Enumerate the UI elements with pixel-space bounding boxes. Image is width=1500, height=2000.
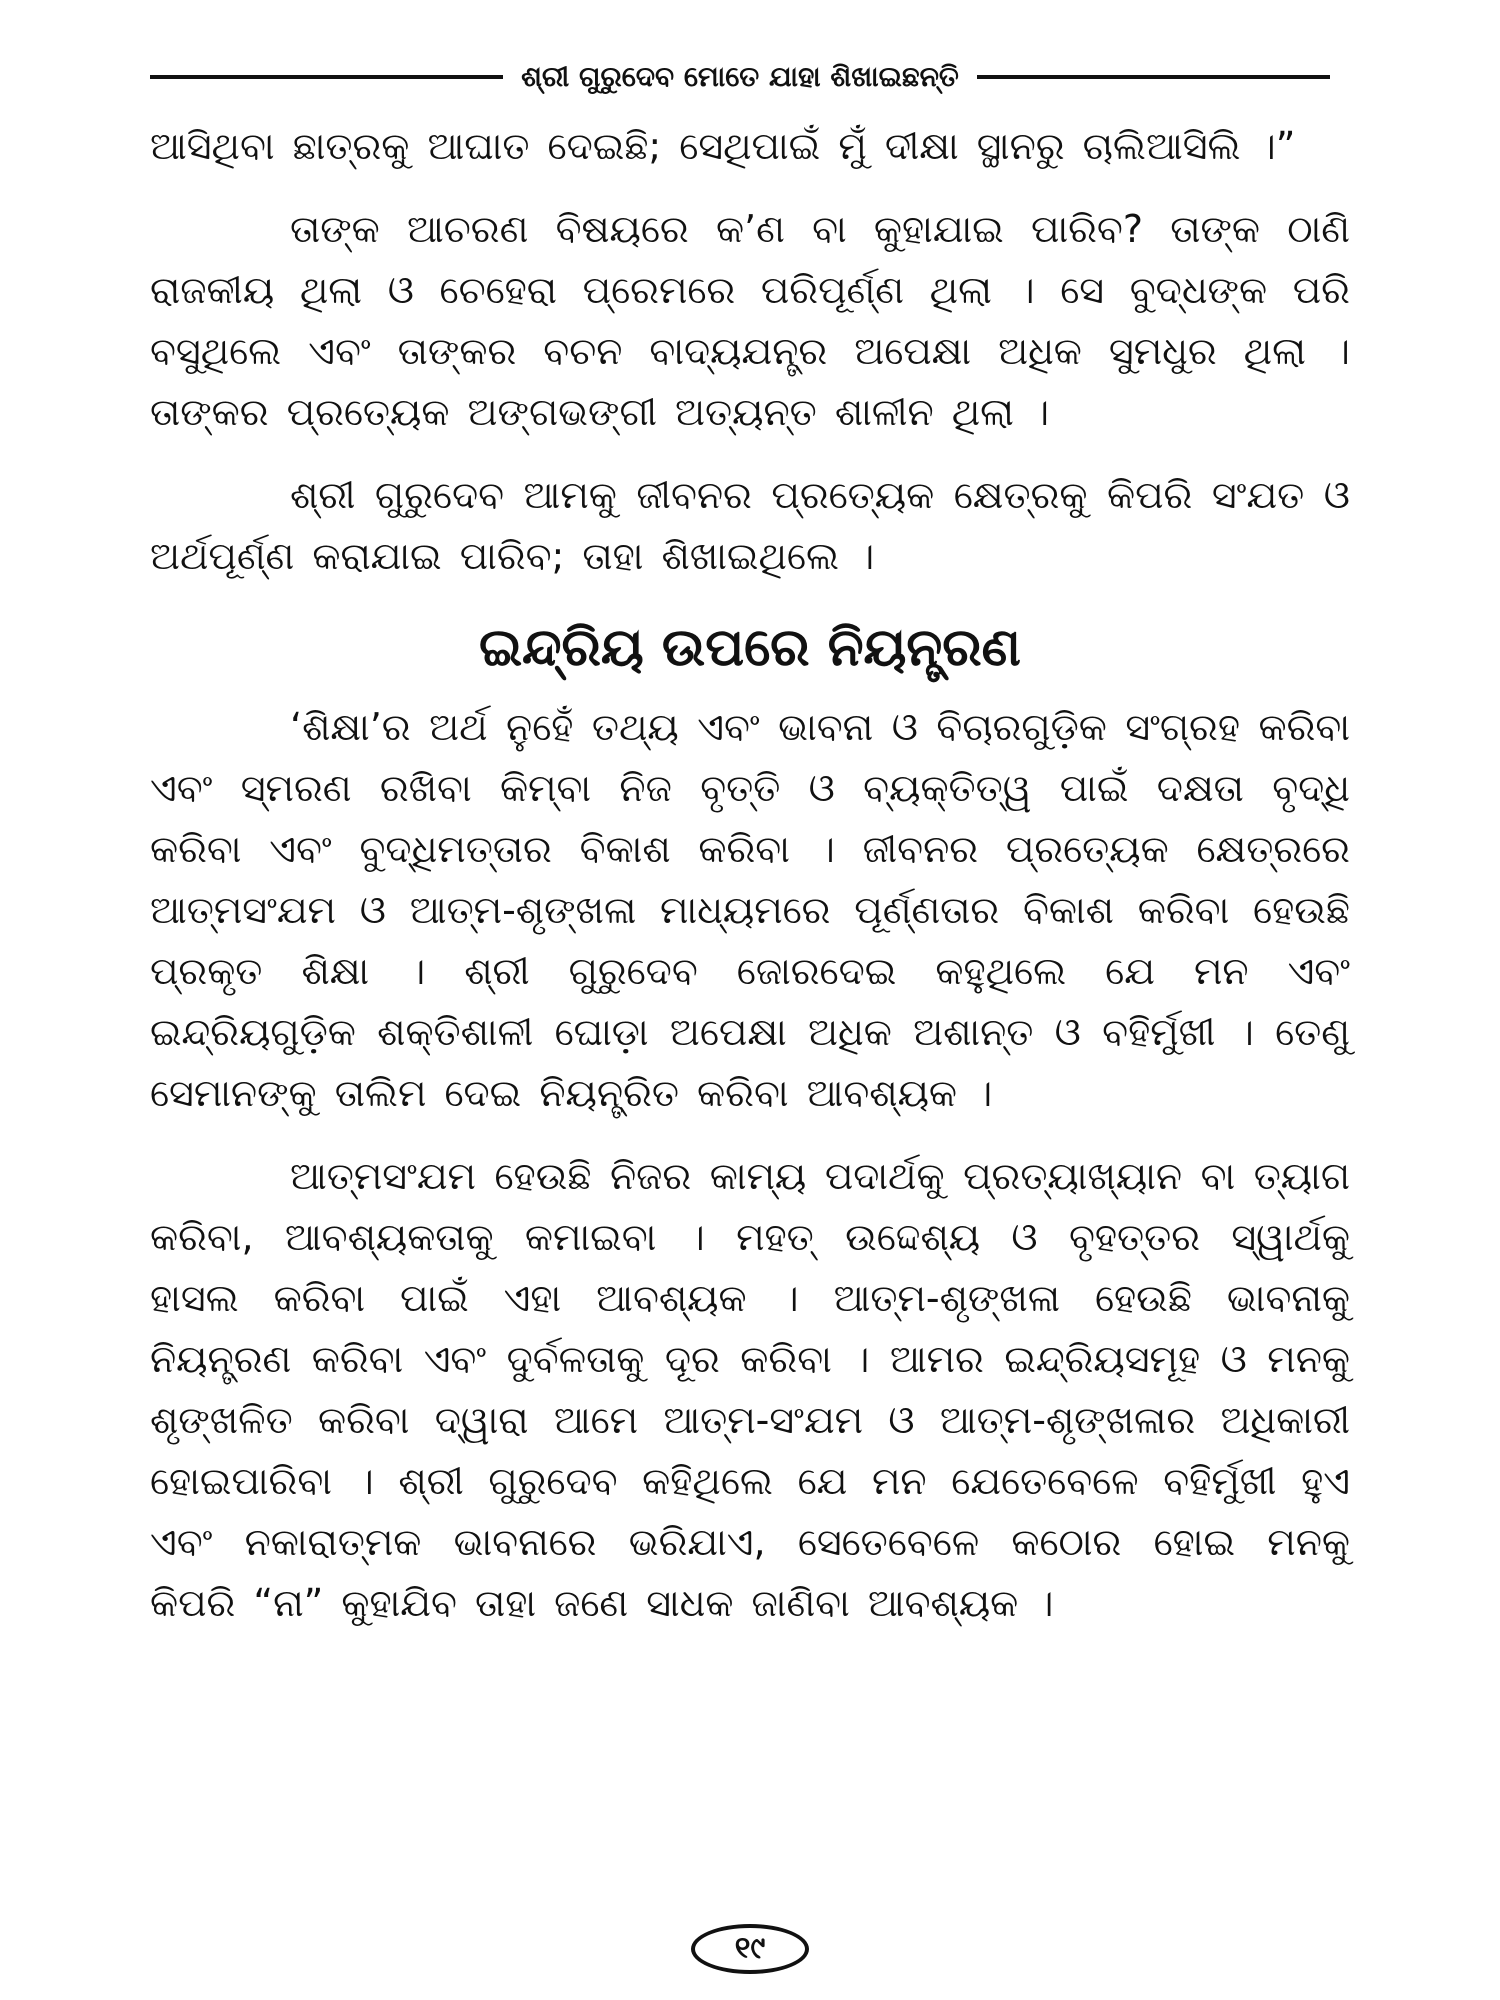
paragraph: ଶ୍ରୀ ଗୁରୁଦେବ ଆମକୁ ଜୀବନର ପ୍ରତ୍ୟେକ କ୍ଷେତ୍ରକୁ କିପରି ସଂଯତ ଓ ଅର୍ଥପୂର୍ଣ୍ଣ କରାଯାଇ ପାରିବ; ତାହା ଶିଖାଇଥିଲେ ।: [150, 473, 1350, 578]
paragraph-continued: ଆସିଥିବା ଛାତ୍ରକୁ ଆଘାତ ଦେଇଛି; ସେଥିପାଇଁ ମୁଁ ଦୀକ୍ଷା ସ୍ଥାନରୁ ଚାଲିଆସିଲି ।”: [150, 124, 1296, 168]
paragraph: ତାଙ୍କ ଆଚରଣ ବିଷୟରେ କ’ଣ ବା କୁହାଯାଇ ପାରିବ? ତାଙ୍କ ଠାଣି ରାଜକୀୟ ଥିଲା ଓ ଚେହେରା ପ୍ରେମରେ ପରିପୂର୍ଣ୍ଣ ଥିଲା । ସେ ବୁଦ୍ଧଙ୍କ ପରି ବସୁଥିଲେ ଏବଂ ତାଙ୍କର ବଚନ ବାଦ୍ୟଯନ୍ତ୍ର ଅପେକ୍ଷା ଅଧିକ ସୁମଧୁର ଥିଲା । ତାଙ୍କର ପ୍ରତ୍ୟେକ ଅଙ୍ଗଭଙ୍ଗୀ ଅତ୍ୟନ୍ତ ଶାଳୀନ ଥିଲା ।: [150, 207, 1350, 434]
running-header: [150, 52, 1330, 102]
section-paragraph: ଆତ୍ମସଂଯମ ହେଉଛି ନିଜର କାମ୍ୟ ପଦାର୍ଥକୁ ପ୍ରତ୍ୟାଖ୍ୟାନ ବା ତ୍ୟାଗ କରିବା, ଆବଶ୍ୟକତାକୁ କମାଇବା । ମହତ୍ ଉଦ୍ଦେଶ୍ୟ ଓ ବୃହତ୍ତର ସ୍ୱାର୍ଥକୁ ହାସଲ କରିବା ପାଇଁ ଏହା ଆବଶ୍ୟକ । ଆତ୍ମ-ଶୃଙ୍ଖଳା ହେଉଛି ଭାବନାକୁ ନିୟନ୍ତ୍ରଣ କରିବା ଏବଂ ଦୁର୍ବଳତାକୁ ଦୂର କରିବା । ଆମର ଇନ୍ଦ୍ରିୟସମୂହ ଓ ମନକୁ ଶୃଙ୍ଖଳିତ କରିବା ଦ୍ୱାରା ଆମେ ଆତ୍ମ-ସଂଯମ ଓ ଆତ୍ମ-ଶୃଙ୍ଖଳାର ଅଧିକାରୀ ହୋଇପାରିବା । ଶ୍ରୀ ଗୁରୁଦେବ କହିଥିଲେ ଯେ ମନ ଯେତେବେଳେ ବହିର୍ମୁଖୀ ହୁଏ ଏବଂ ନକାରାତ୍ମକ ଭାବନାରେ ଭରିଯାଏ, ସେତେବେଳେ କଠୋର ହୋଇ ମନକୁ କିପରି “ନା” କୁହାଯିବ ତାହା ଜଣେ ସାଧକ ଜାଣିବା ଆବଶ୍ୟକ ।: [150, 1154, 1350, 1625]
section-paragraph: ‘ଶିକ୍ଷା’ର ଅର୍ଥ ନୁହେଁ ତଥ୍ୟ ଏବଂ ଭାବନା ଓ ବିଚାରଗୁଡ଼ିକ ସଂଗ୍ରହ କରିବା ଏବଂ ସ୍ମରଣ ରଖିବା କିମ୍ବା ନିଜ ବୃତ୍ତି ଓ ବ୍ୟକ୍ତିତ୍ୱ ପାଇଁ ଦକ୍ଷତା ବୃଦ୍ଧି କରିବା ଏବଂ ବୁଦ୍ଧିମତ୍ତାର ବିକାଶ କରିବା । ଜୀବନର ପ୍ରତ୍ୟେକ କ୍ଷେତ୍ରରେ ଆତ୍ମସଂଯମ ଓ ଆତ୍ମ-ଶୃଙ୍ଖଳା ମାଧ୍ୟମରେ ପୂର୍ଣ୍ଣତାର ବିକାଶ କରିବା ହେଉଛି ପ୍ରକୃତ ଶିକ୍ଷା । ଶ୍ରୀ ଗୁରୁଦେବ ଜୋରଦେଇ କହୁଥିଲେ ଯେ ମନ ଏବଂ ଇନ୍ଦ୍ରିୟଗୁଡ଼ିକ ଶକ୍ତିଶାଳୀ ଘୋଡ଼ା ଅପେକ୍ଷା ଅଧିକ ଅଶାନ୍ତ ଓ ବହିର୍ମୁଖୀ । ତେଣୁ ସେମାନଙ୍କୁ ତାଲିମ ଦେଇ ନିୟନ୍ତ୍ରିତ କରିବା ଆବଶ୍ୟକ ।: [150, 705, 1350, 1115]
page-footer: [0, 1924, 1500, 1974]
section-heading: ଇନ୍ଦ୍ରିୟ ଉପରେ ନିୟନ୍ତ୍ରଣ: [479, 618, 1021, 678]
page-number: ୧୯: [691, 1924, 809, 1974]
header-title: ଶ୍ରୀ ଗୁରୁଦେବ ମୋତେ ଯାହା ଶିଖାଇଛନ୍ତି: [521, 60, 959, 93]
header-rule-left: [150, 75, 503, 79]
page-body: [150, 116, 1350, 1656]
header-rule-right: [977, 75, 1330, 79]
